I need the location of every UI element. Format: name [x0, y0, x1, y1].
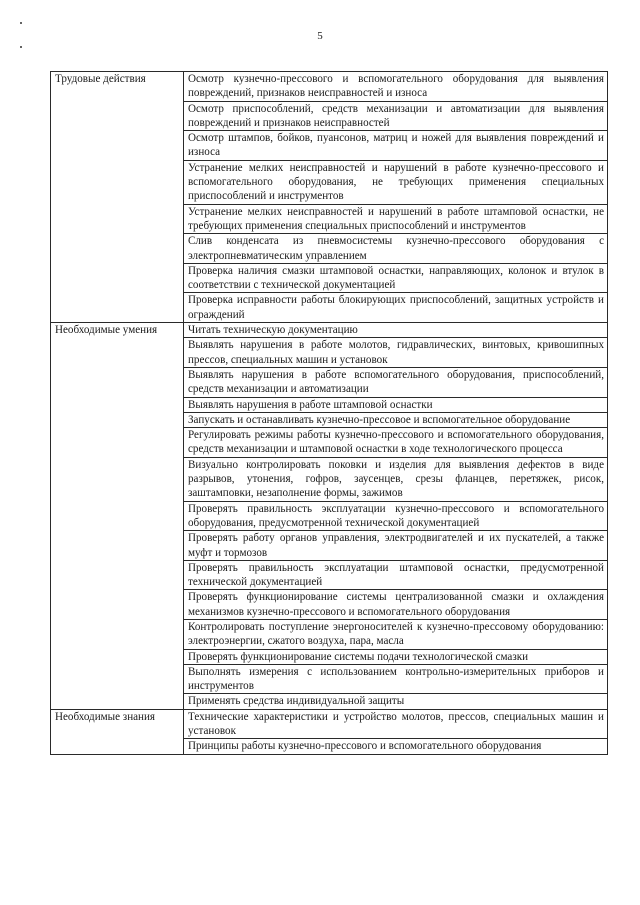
section-item: Выявлять нарушения в работе вспомогательного оборудования, приспособлений, средств механизации и автоматизации	[184, 367, 608, 397]
section-item: Применять средства индивидуальной защиты	[184, 694, 608, 709]
table-row	[51, 323, 608, 338]
section-item: Запускать и останавливать кузнечно-прессовое и вспомогательное оборудование	[184, 412, 608, 427]
section-item: Проверка исправности работы блокирующих приспособлений, защитных устройств и ограждений	[184, 293, 608, 323]
section-item: Слив конденсата из пневмосистемы кузнечно-прессового оборудования с электропневматическим управлением	[184, 234, 608, 264]
scan-speck	[20, 22, 22, 24]
section-label: Трудовые действия	[51, 72, 184, 323]
section-item: Технические характеристики и устройство молотов, прессов, специальных машин и установок	[184, 709, 608, 739]
section-item: Регулировать режимы работы кузнечно-прессового и вспомогательного оборудования, средств механизации и штамповой оснастки в ходе технологического процесса	[184, 428, 608, 458]
section-item: Проверять правильность эксплуатации штамповой оснастки, предусмотренной технической документацией	[184, 560, 608, 590]
section-item: Проверять работу органов управления, электродвигателей и их пускателей, а также муфт и тормозов	[184, 531, 608, 561]
section-label: Необходимые умения	[51, 323, 184, 710]
section-item: Выявлять нарушения в работе молотов, гидравлических, винтовых, кривошипных прессов, специальных машин и установок	[184, 338, 608, 368]
table-row	[51, 709, 608, 739]
table-row	[51, 72, 608, 102]
section-item: Читать техническую документацию	[184, 323, 608, 338]
section-item: Выявлять нарушения в работе штамповой оснастки	[184, 397, 608, 412]
section-item: Осмотр кузнечно-прессового и вспомогательного оборудования для выявления повреждений, признаков неисправностей и износа	[184, 72, 608, 102]
section-item: Проверять функционирование системы централизованной смазки и охлаждения механизмов кузнечно-прессового и вспомогательного оборудования	[184, 590, 608, 620]
section-label: Необходимые знания	[51, 709, 184, 754]
section-item: Осмотр штампов, бойков, пуансонов, матриц и ножей для выявления повреждений и износа	[184, 131, 608, 161]
section-item: Проверять функционирование системы подачи технологической смазки	[184, 649, 608, 664]
section-item: Проверка наличия смазки штамповой оснастки, направляющих, колонок и втулок в соответствии с технической документацией	[184, 263, 608, 293]
section-item: Проверять правильность эксплуатации кузнечно-прессового и вспомогательного оборудования, предусмотренной технической документацией	[184, 501, 608, 531]
scan-speck	[20, 46, 22, 48]
section-item: Устранение мелких неисправностей и нарушений в работе штамповой оснастки, не требующих применения специальных приспособлений и инструментов	[184, 204, 608, 234]
table-body	[51, 72, 608, 755]
section-item: Осмотр приспособлений, средств механизации и автоматизации для выявления повреждений и признаков неисправностей	[184, 101, 608, 131]
section-item: Устранение мелких неисправностей и нарушений в работе кузнечно-прессового и вспомогательного оборудования, не требующих применения специальных приспособлений и инструментов	[184, 160, 608, 204]
competency-table	[50, 71, 608, 755]
section-item: Контролировать поступление энергоносителей к кузнечно-прессовому оборудованию: электроэнергии, сжатого воздуха, пара, масла	[184, 619, 608, 649]
section-item: Выполнять измерения с использованием контрольно-измерительных приборов и инструментов	[184, 664, 608, 694]
section-item: Визуально контролировать поковки и изделия для выявления дефектов в виде разрывов, утонения, гофров, заусенцев, срезы фланцев, перетяжек, рисок, заштамповки, незаполнение формы, зажимов	[184, 457, 608, 501]
section-item: Принципы работы кузнечно-прессового и вспомогательного оборудования	[184, 739, 608, 754]
page-number: 5	[317, 30, 323, 42]
